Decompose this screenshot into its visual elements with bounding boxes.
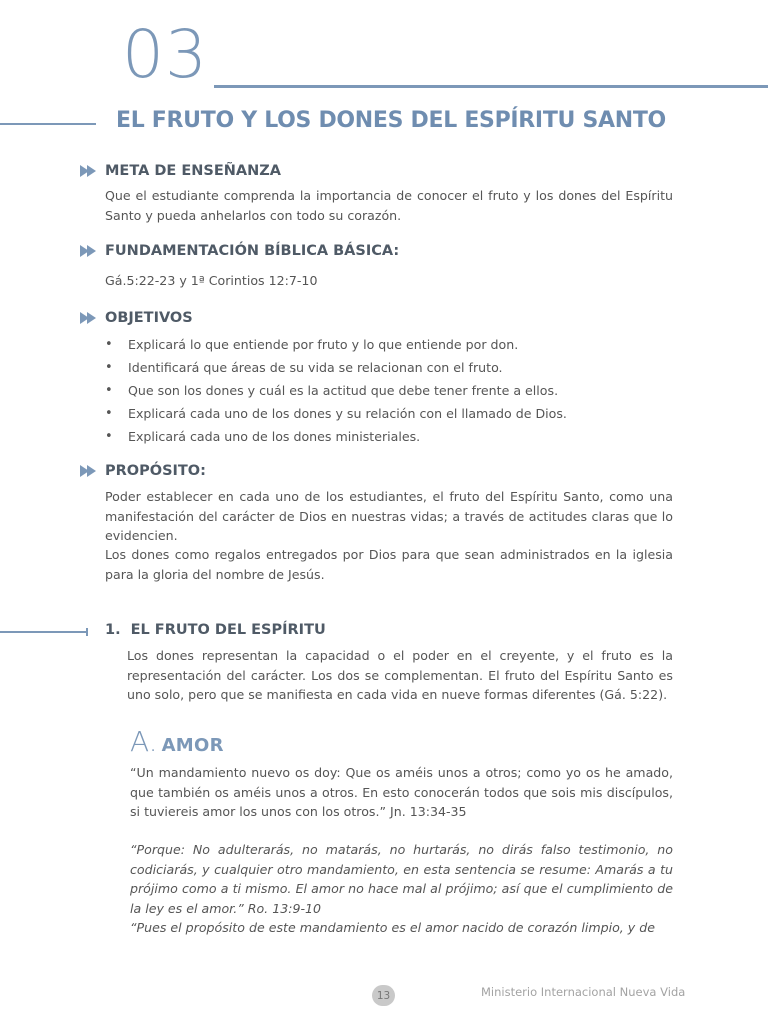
numbered-heading-text: EL FRUTO DEL ESPÍRITU (130, 622, 326, 638)
chapter-rule (214, 85, 768, 88)
list-item: • Explicará cada uno de los dones y su relación con el llamado de Dios. (105, 402, 673, 425)
section-heading-objetivos (80, 310, 193, 326)
section-heading-meta (80, 163, 281, 179)
bullet-icon: • (105, 406, 113, 421)
section-heading-text: OBJETIVOS (105, 310, 193, 326)
chapter-title: EL FRUTO Y LOS DONES DEL ESPÍRITU SANTO (116, 108, 666, 133)
double-arrow-icon (80, 165, 98, 177)
double-arrow-icon (80, 245, 98, 257)
section-heading-text: META DE ENSEÑANZA (105, 163, 281, 179)
bullet-icon: • (105, 383, 113, 398)
numbered-heading (105, 622, 326, 638)
numbered-heading-rule (0, 631, 88, 633)
section-heading-fundamentacion (80, 243, 399, 259)
numbered-heading-number: 1. (105, 622, 121, 638)
fundamentacion-paragraph: Gá.5:22-23 y 1ª Corintios 12:7-10 (105, 273, 318, 288)
title-rule (0, 123, 96, 125)
chapter-number: 03 (122, 16, 208, 93)
subsection-word: AMOR (161, 735, 224, 756)
meta-paragraph: Que el estudiante comprenda la importancia de conocer el fruto y los dones del Espíritu Santo y pueda anhelarlos con todo su corazón. (105, 188, 673, 223)
proposito-paragraph-2: Los dones como regalos entregados por Dios para que sean administrados en la iglesia para la gloria del nombre de Jesús. (105, 547, 673, 582)
section-heading-proposito (80, 463, 206, 479)
quote-john: “Un mandamiento nuevo os doy: Que os améis unos a otros; como yo os he amado, que también os améis unos a otros. En esto conocerán todos que sois mis discípulos, si tuviereis amor los unos con los otros.” Jn. 13:34-35 (130, 765, 673, 819)
bullet-icon: • (105, 337, 113, 352)
subsection-heading (130, 725, 224, 758)
section-heading-text: FUNDAMENTACIÓN BÍBLICA BÁSICA: (105, 243, 400, 259)
footer-publisher: Ministerio Internacional Nueva Vida (481, 985, 686, 999)
objectives-list (105, 333, 673, 448)
bullet-icon: • (105, 360, 113, 375)
subsection-letter: A. (130, 725, 158, 758)
page-number-badge: 13 (372, 985, 395, 1006)
list-item: • Explicará lo que entiende por fruto y lo que entiende por don. (105, 333, 673, 356)
list-item: • Identificará que áreas de su vida se relacionan con el fruto. (105, 356, 673, 379)
quote-timothy: “Pues el propósito de este mandamiento es el amor nacido de corazón limpio, y de (130, 920, 656, 935)
proposito-paragraph-1: Poder establecer en cada uno de los estudiantes, el fruto del Espíritu Santo, como una manifestación del carácter de Dios en nuestras vidas; a través de actitudes claras que lo evidencien. (105, 489, 673, 543)
list-item: • Explicará cada uno de los dones ministeriales. (105, 425, 673, 448)
double-arrow-icon (80, 312, 98, 324)
list-item: • Que son los dones y cuál es la actitud que debe tener frente a ellos. (105, 379, 673, 402)
double-arrow-icon (80, 465, 98, 477)
section-heading-text: PROPÓSITO: (105, 463, 206, 479)
bullet-icon: • (105, 429, 113, 444)
fruto-paragraph: Los dones representan la capacidad o el poder en el creyente, y el fruto es la representación del carácter. Los dos se complementan. El fruto del Espíritu Santo es uno solo, pero que se manifiesta en cada vida en nueve formas diferentes (Gá. 5:22). (127, 648, 673, 702)
quote-romans: “Porque: No adulterarás, no matarás, no hurtarás, no dirás falso testimonio, no codiciarás, y cualquier otro mandamiento, en esta sentencia se resume: Amarás a tu prójimo como a ti mismo. El amor no hace mal al prójimo; así que el cumplimiento de la ley es el amor.” Ro. 13:9-10 (130, 842, 673, 916)
numbered-heading-rule-tick (86, 628, 88, 636)
